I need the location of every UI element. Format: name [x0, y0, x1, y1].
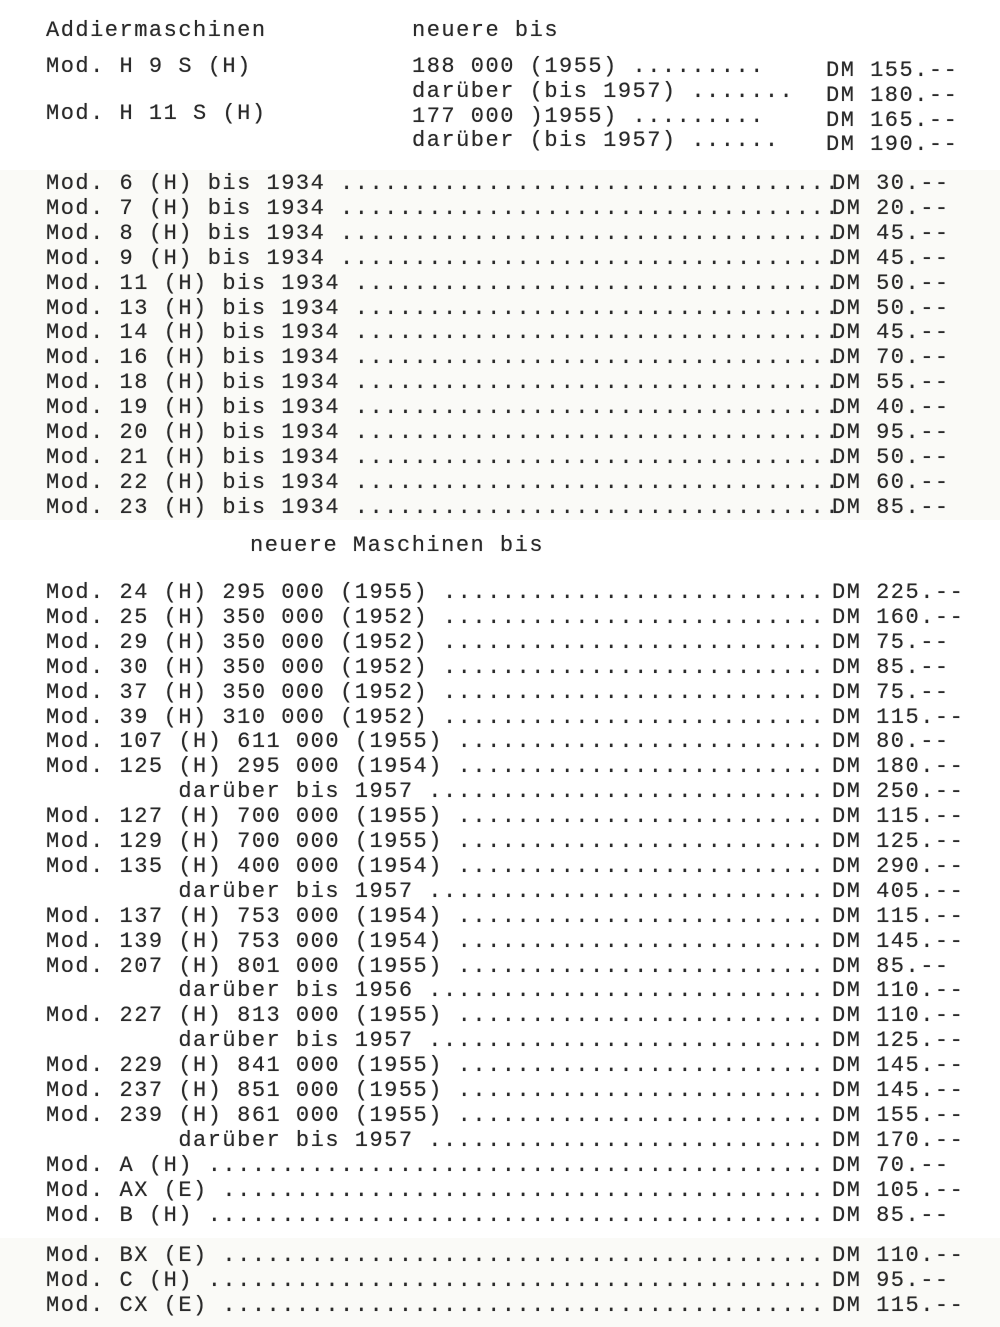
price-row-price: DM 95.-- — [832, 420, 950, 445]
price-row-text: Mod. 127 (H) 700 000 (1955) ......................... — [46, 804, 826, 830]
price-row-price: DM 110.-- — [832, 1243, 965, 1268]
price-row-price: DM 70.-- — [832, 1152, 950, 1178]
price-row-text: Mod. 229 (H) 841 000 (1955) ......................... — [46, 1053, 826, 1079]
price-row-price: DM 145.-- — [832, 1078, 965, 1103]
entry-price: DM 165.-- — [826, 108, 959, 133]
price-row-price: DM 75.-- — [832, 629, 950, 655]
price-row-text: Mod. 6 (H) bis 1934 .................................. — [46, 171, 840, 196]
price-row-text: darüber bis 1957 ........................... — [46, 779, 826, 805]
price-row-price: DM 170.-- — [832, 1127, 965, 1153]
price-row-text: Mod. 237 (H) 851 000 (1955) ......................... — [46, 1078, 826, 1103]
price-row-text: Mod. 8 (H) bis 1934 .................................. — [46, 220, 840, 246]
price-row-text: Mod. 23 (H) bis 1934 ................................. — [46, 494, 840, 520]
price-row-price: DM 20.-- — [832, 195, 950, 221]
price-row-text: Mod. A (H) .......................................... — [46, 1152, 826, 1178]
price-row-price: DM 225.-- — [832, 580, 965, 605]
price-row-text: Mod. 22 (H) bis 1934 ................................. — [46, 469, 840, 495]
price-row-price: DM 95.-- — [832, 1267, 950, 1293]
price-row-text: Mod. 24 (H) 295 000 (1955) .......................... — [46, 580, 826, 605]
price-row-price: DM 70.-- — [832, 345, 950, 371]
price-row-price: DM 55.-- — [832, 370, 950, 396]
price-row-text: Mod. 207 (H) 801 000 (1955) ......................... — [46, 953, 826, 979]
price-row-price: DM 160.-- — [832, 604, 965, 630]
entry-desc: darüber (bis 1957) ...... — [412, 128, 780, 153]
price-row-price: DM 50.-- — [832, 270, 950, 296]
price-row-text: Mod. 21 (H) bis 1934 ................................. — [46, 444, 840, 470]
price-row-price: DM 115.-- — [832, 804, 965, 830]
price-row-text: Mod. 39 (H) 310 000 (1952) .......................... — [46, 704, 826, 730]
price-row-price: DM 80.-- — [832, 729, 950, 755]
price-row-price: DM 60.-- — [832, 469, 950, 495]
price-row-price: DM 45.-- — [832, 245, 950, 271]
price-row-text: Mod. 137 (H) 753 000 (1954) ......................... — [46, 903, 826, 929]
price-row-price: DM 110.-- — [832, 978, 965, 1004]
price-row-price: DM 115.-- — [832, 903, 965, 929]
price-row-text: darüber bis 1957 ........................... — [46, 1127, 826, 1153]
model-label: Mod. H 11 S (H) — [46, 101, 267, 126]
price-row-price: DM 145.-- — [832, 928, 965, 954]
price-row-price: DM 75.-- — [832, 679, 950, 705]
column-heading: neuere bis — [412, 18, 560, 43]
model-label: Mod. H 9 S (H) — [46, 54, 252, 79]
price-row-price: DM 250.-- — [832, 779, 965, 805]
price-row-text: darüber bis 1957 ........................... — [46, 1028, 826, 1054]
price-row-price: DM 30.-- — [832, 171, 950, 196]
price-row-price: DM 45.-- — [832, 220, 950, 246]
price-row-price: DM 105.-- — [832, 1177, 965, 1203]
price-row-price: DM 125.-- — [832, 829, 965, 854]
price-row-text: Mod. B (H) .......................................... — [46, 1202, 826, 1228]
document-title: Addiermaschinen — [46, 18, 267, 43]
price-row-price: DM 50.-- — [832, 444, 950, 470]
price-row-text: Mod. 14 (H) bis 1934 ................................. — [46, 320, 840, 346]
price-row-price: DM 115.-- — [832, 1292, 965, 1318]
price-row-price: DM 50.-- — [832, 295, 950, 321]
price-row-text: Mod. 19 (H) bis 1934 ................................. — [46, 395, 840, 421]
price-row-price: DM 110.-- — [832, 1003, 965, 1029]
price-row-text: Mod. 13 (H) bis 1934 ................................. — [46, 295, 840, 321]
price-row-price: DM 85.-- — [832, 494, 950, 520]
price-row-text: Mod. 16 (H) bis 1934 ................................. — [46, 345, 840, 371]
price-row-price: DM 45.-- — [832, 320, 950, 346]
price-row-price: DM 85.-- — [832, 953, 950, 979]
price-row-text: Mod. 11 (H) bis 1934 ................................. — [46, 270, 840, 296]
entry-price: DM 155.-- — [826, 58, 959, 83]
price-row-text: Mod. 129 (H) 700 000 (1955) ......................... — [46, 829, 826, 854]
entry-desc: darüber (bis 1957) ....... — [412, 79, 795, 104]
price-row-text: Mod. 239 (H) 861 000 (1955) ......................... — [46, 1102, 826, 1128]
price-row-price: DM 145.-- — [832, 1053, 965, 1079]
price-row-text: Mod. AX (E) ......................................... — [46, 1177, 826, 1203]
price-row-text: Mod. 125 (H) 295 000 (1954) ......................... — [46, 754, 826, 780]
price-row-text: Mod. 37 (H) 350 000 (1952) .......................... — [46, 679, 826, 705]
price-row-text: Mod. C (H) .......................................... — [46, 1267, 826, 1293]
entry-price: DM 190.-- — [826, 132, 959, 157]
price-row-text: Mod. 30 (H) 350 000 (1952) .......................... — [46, 654, 826, 680]
entry-desc: 188 000 (1955) ......... — [412, 54, 765, 79]
price-row-price: DM 85.-- — [832, 1202, 950, 1228]
price-row-price: DM 85.-- — [832, 654, 950, 680]
section-heading: neuere Maschinen bis — [250, 533, 545, 558]
price-row-text: darüber bis 1957 ........................... — [46, 878, 826, 904]
price-row-text: Mod. 107 (H) 611 000 (1955) ......................... — [46, 729, 826, 755]
price-row-text: darüber bis 1956 ........................... — [46, 978, 826, 1004]
price-row-text: Mod. 29 (H) 350 000 (1952) .......................... — [46, 629, 826, 655]
price-row-text: Mod. 7 (H) bis 1934 .................................. — [46, 195, 840, 221]
price-row-price: DM 40.-- — [832, 395, 950, 421]
price-row-price: DM 405.-- — [832, 878, 965, 904]
price-row-text: Mod. 9 (H) bis 1934 .................................. — [46, 245, 840, 271]
price-row-price: DM 290.-- — [832, 853, 965, 879]
price-row-price: DM 155.-- — [832, 1102, 965, 1128]
price-row-text: Mod. BX (E) ......................................... — [46, 1243, 826, 1268]
price-row-text: Mod. 20 (H) bis 1934 ................................. — [46, 420, 840, 445]
entry-desc: 177 000 )1955) ......... — [412, 104, 765, 129]
price-row-price: DM 115.-- — [832, 704, 965, 730]
entry-price: DM 180.-- — [826, 83, 959, 108]
price-row-price: DM 125.-- — [832, 1028, 965, 1054]
price-row-text: Mod. CX (E) ......................................... — [46, 1292, 826, 1318]
price-row-text: Mod. 227 (H) 813 000 (1955) ......................... — [46, 1003, 826, 1029]
price-row-text: Mod. 135 (H) 400 000 (1954) ......................... — [46, 853, 826, 879]
price-row-text: Mod. 139 (H) 753 000 (1954) ......................... — [46, 928, 826, 954]
price-row-price: DM 180.-- — [832, 754, 965, 780]
price-row-text: Mod. 18 (H) bis 1934 ................................. — [46, 370, 840, 396]
price-row-text: Mod. 25 (H) 350 000 (1952) .......................... — [46, 604, 826, 630]
